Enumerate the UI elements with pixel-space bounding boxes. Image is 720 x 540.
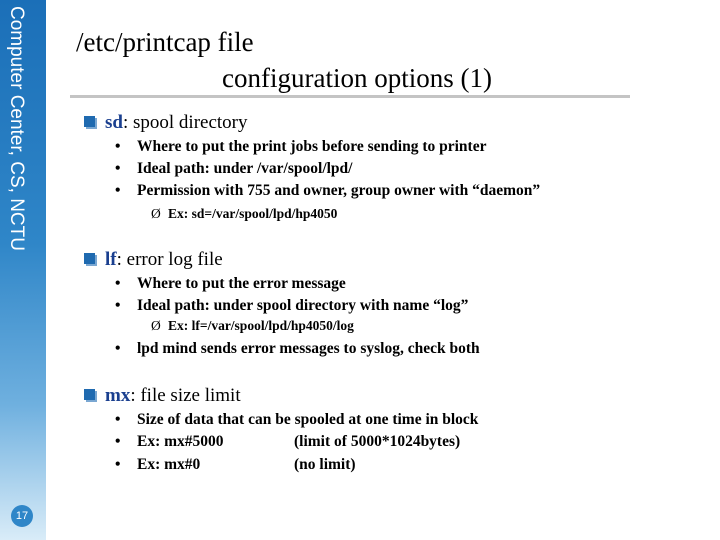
bullet-icon: • [115, 138, 121, 155]
sub-text: Ex: lf=/var/spool/lpd/hp4050/log [168, 318, 354, 333]
sidebar-title: Computer Center, CS, NCTU [6, 6, 27, 251]
heading-text: : file size limit [130, 385, 241, 406]
section-heading-mx [84, 385, 241, 407]
bullet-icon: • [115, 182, 121, 199]
keyword: sd [105, 112, 123, 133]
title-divider [70, 95, 630, 98]
heading-text: : error log file [116, 249, 223, 270]
keyword: mx [105, 385, 131, 406]
bullet-item [115, 182, 540, 200]
bullet-item [115, 275, 346, 293]
bullet-icon: • [115, 160, 121, 177]
sub-item [151, 318, 354, 334]
arrow-icon: Ø [151, 206, 161, 221]
example-item [115, 456, 200, 474]
bullet-icon: • [115, 456, 121, 473]
example-code: Ex: mx#5000 [137, 433, 224, 450]
arrow-icon: Ø [151, 318, 161, 333]
bullet-item [115, 340, 480, 358]
bullet-text: Ideal path: under /var/spool/lpd/ [137, 160, 353, 177]
example-note: (no limit) [294, 456, 356, 473]
bullet-item [115, 297, 468, 315]
bullet-text: Where to put the print jobs before sending to printer [137, 138, 487, 155]
bullet-item [115, 411, 478, 429]
section-heading-lf [84, 249, 223, 271]
sidebar [0, 0, 46, 540]
bullet-icon: • [115, 275, 121, 292]
page-number: 17 [11, 505, 33, 527]
bullet-item [115, 160, 352, 178]
sub-text: Ex: sd=/var/spool/lpd/hp4050 [168, 206, 338, 221]
heading-text: : spool directory [122, 112, 248, 133]
keyword: lf [105, 249, 117, 270]
bullet-text: Ideal path: under spool directory with name “log” [137, 297, 469, 314]
bullet-text: lpd mind sends error messages to syslog, check both [137, 340, 480, 357]
square-bullet-icon [84, 389, 95, 400]
title-line-1: /etc/printcap file [76, 27, 254, 57]
example-item [115, 433, 224, 451]
bullet-icon: • [115, 433, 121, 450]
bullet-icon: • [115, 297, 121, 314]
example-code: Ex: mx#0 [137, 456, 201, 473]
bullet-text: Permission with 755 and owner, group owner with “daemon” [137, 182, 541, 199]
bullet-item [115, 138, 486, 156]
sub-item [151, 206, 337, 222]
bullet-icon: • [115, 340, 121, 357]
bullet-text: Where to put the error message [137, 275, 346, 292]
bullet-text: Size of data that can be spooled at one time in block [137, 411, 479, 428]
square-bullet-icon [84, 116, 95, 127]
section-heading-sd [84, 112, 248, 134]
example-note: (limit of 5000*1024bytes) [294, 433, 461, 450]
bullet-icon: • [115, 411, 121, 428]
title-line-2: configuration options (1) [222, 63, 492, 93]
page-title [76, 24, 492, 96]
square-bullet-icon [84, 253, 95, 264]
